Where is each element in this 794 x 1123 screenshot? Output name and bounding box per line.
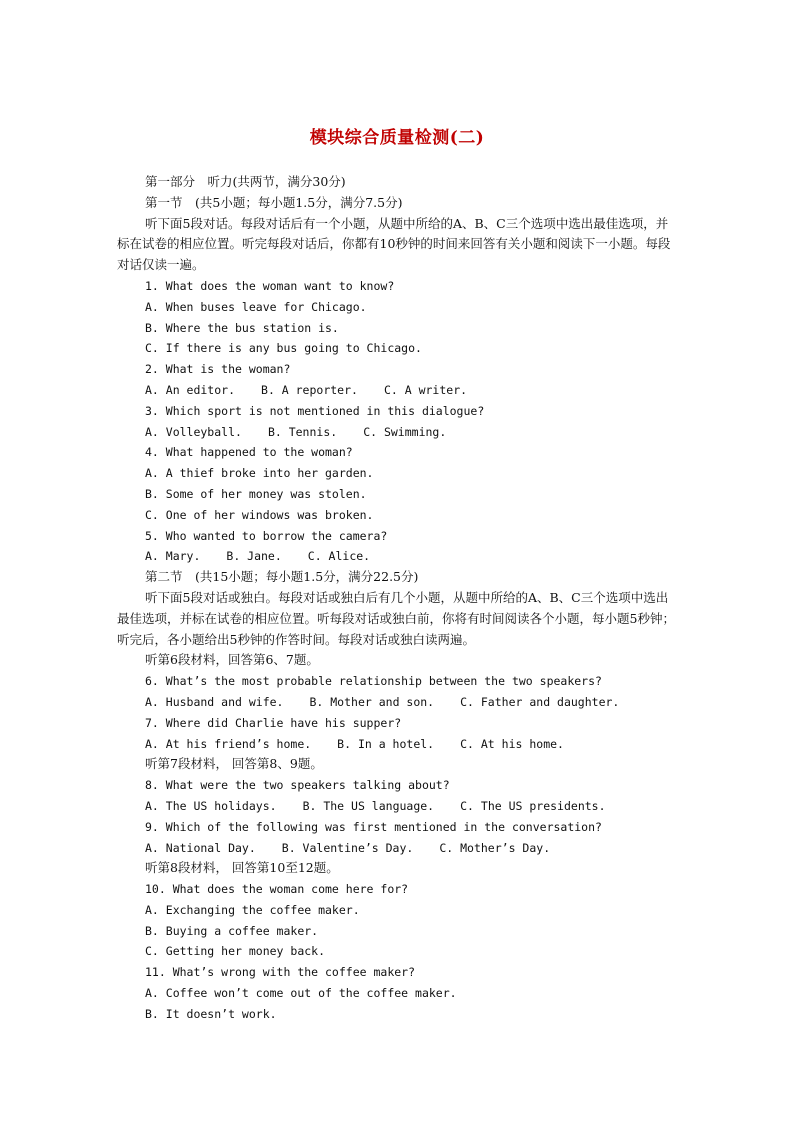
material-7-note: 听第7段材料， 回答第8、9题。 (145, 756, 323, 772)
question-1-option-a: A. When buses leave for Chicago. (145, 299, 367, 314)
question-10-option-a: A. Exchanging the coffee maker. (145, 902, 360, 917)
page-title: 模块综合质量检测(二) (309, 128, 485, 148)
question-10-option-c: C. Getting her money back. (145, 944, 326, 959)
question-7-stem: 7. Where did Charlie have his supper? (145, 715, 402, 730)
part1-heading: 第一部分 听力(共两节，满分30分) (145, 174, 346, 189)
question-3-option-a: A. Volleyball. (145, 424, 242, 439)
question-4-option-b: B. Some of her money was stolen. (145, 486, 367, 501)
question-2-option-b: B. A reporter. (261, 382, 358, 397)
question-5-options (117, 546, 677, 567)
question-10-stem: 10. What does the woman come here for? (145, 882, 409, 897)
question-8-option-c: C. The US presidents. (460, 798, 606, 813)
question-4-option-c: C. One of her windows was broken. (145, 507, 374, 522)
question-8-options (117, 796, 677, 817)
question-6-option-c: C. Father and daughter. (460, 694, 620, 709)
exam-content (117, 172, 677, 1025)
question-11-stem: 11. What’s wrong with the coffee maker? (145, 965, 416, 980)
question-6-options (117, 692, 677, 713)
question-5-option-b: B. Jane. (226, 549, 282, 564)
question-8-option-a: A. The US holidays. (145, 798, 277, 813)
material-8-note: 听第8段材料， 回答第10至12题。 (145, 860, 339, 876)
question-9-stem: 9. Which of the following was first mentioned in the conversation? (145, 819, 602, 834)
question-3-options (117, 422, 677, 443)
question-9-option-a: A. National Day. (145, 840, 256, 855)
question-10-option-b: B. Buying a coffee maker. (145, 923, 319, 938)
section2-instructions: 听下面5段对话或独白。每段对话或独白后有几个小题，从题中所给的A、B、C三个选项中选出最佳选项，并标在试卷的相应位置。听每段对话或独白前，你将有时间阅读各个小题，每小题5秒钟；听完后，各小题给出5秒钟的作答时间。每段对话或独白读两遍。 (117, 589, 675, 647)
question-3-option-b: B. Tennis. (267, 424, 338, 439)
question-6-option-b: B. Mother and son. (309, 694, 435, 709)
question-2-option-a: A. An editor. (145, 382, 236, 397)
question-6-option-a: A. Husband and wife. (145, 694, 284, 709)
question-1-option-c: C. If there is any bus going to Chicago. (145, 341, 422, 356)
question-1-option-b: B. Where the bus station is. (145, 320, 339, 335)
question-2-options (117, 380, 677, 401)
material-6-note: 听第6段材料，回答第6、7题。 (145, 652, 319, 668)
question-3-option-c: C. Swimming. (363, 424, 447, 439)
question-7-options (117, 734, 677, 755)
section1-instructions: 听下面5段对话。每段对话后有一个小题，从题中所给的A、B、C三个选项中选出最佳选项，并标在试卷的相应位置。听完每段对话后，你都有10秒钟的时间来回答有关小题和阅读下一小题。每段对话仅读一遍。 (117, 215, 671, 273)
question-9-option-b: B. Valentine’s Day. (281, 840, 414, 855)
question-8-option-b: B. The US language. (302, 798, 435, 813)
question-7-option-c: C. At his home. (460, 736, 564, 751)
question-2-option-c: C. A writer. (383, 382, 468, 397)
question-3-stem: 3. Which sport is not mentioned in this dialogue? (145, 403, 485, 418)
question-6-stem: 6. What’s the most probable relationship between the two speakers? (145, 674, 602, 689)
question-5-stem: 5. Who wanted to borrow the camera? (145, 528, 388, 543)
question-8-stem: 8. What were the two speakers talking about? (145, 778, 450, 793)
question-11-option-b: B. It doesn’t work. (145, 1006, 277, 1021)
question-4-stem: 4. What happened to the woman? (145, 445, 353, 460)
section1-heading: 第一节 (共5小题；每小题1.5分，满分7.5分) (145, 194, 403, 210)
section2-heading: 第二节 (共15小题；每小题1.5分，满分22.5分) (145, 569, 419, 585)
question-7-option-b: B. In a hotel. (337, 736, 435, 751)
question-2-stem: 2. What is the woman? (145, 362, 291, 377)
question-9-option-c: C. Mother’s Day. (439, 840, 551, 855)
question-7-option-a: A. At his friend’s home. (145, 736, 312, 751)
question-11-option-a: A. Coffee won’t come out of the coffee maker. (145, 986, 457, 1001)
question-1-stem: 1. What does the woman want to know? (145, 278, 395, 293)
question-5-option-a: A. Mary. (145, 549, 201, 564)
question-5-option-c: C. Alice. (307, 549, 371, 564)
question-9-options (117, 838, 677, 859)
question-4-option-a: A. A thief broke into her garden. (145, 466, 374, 481)
